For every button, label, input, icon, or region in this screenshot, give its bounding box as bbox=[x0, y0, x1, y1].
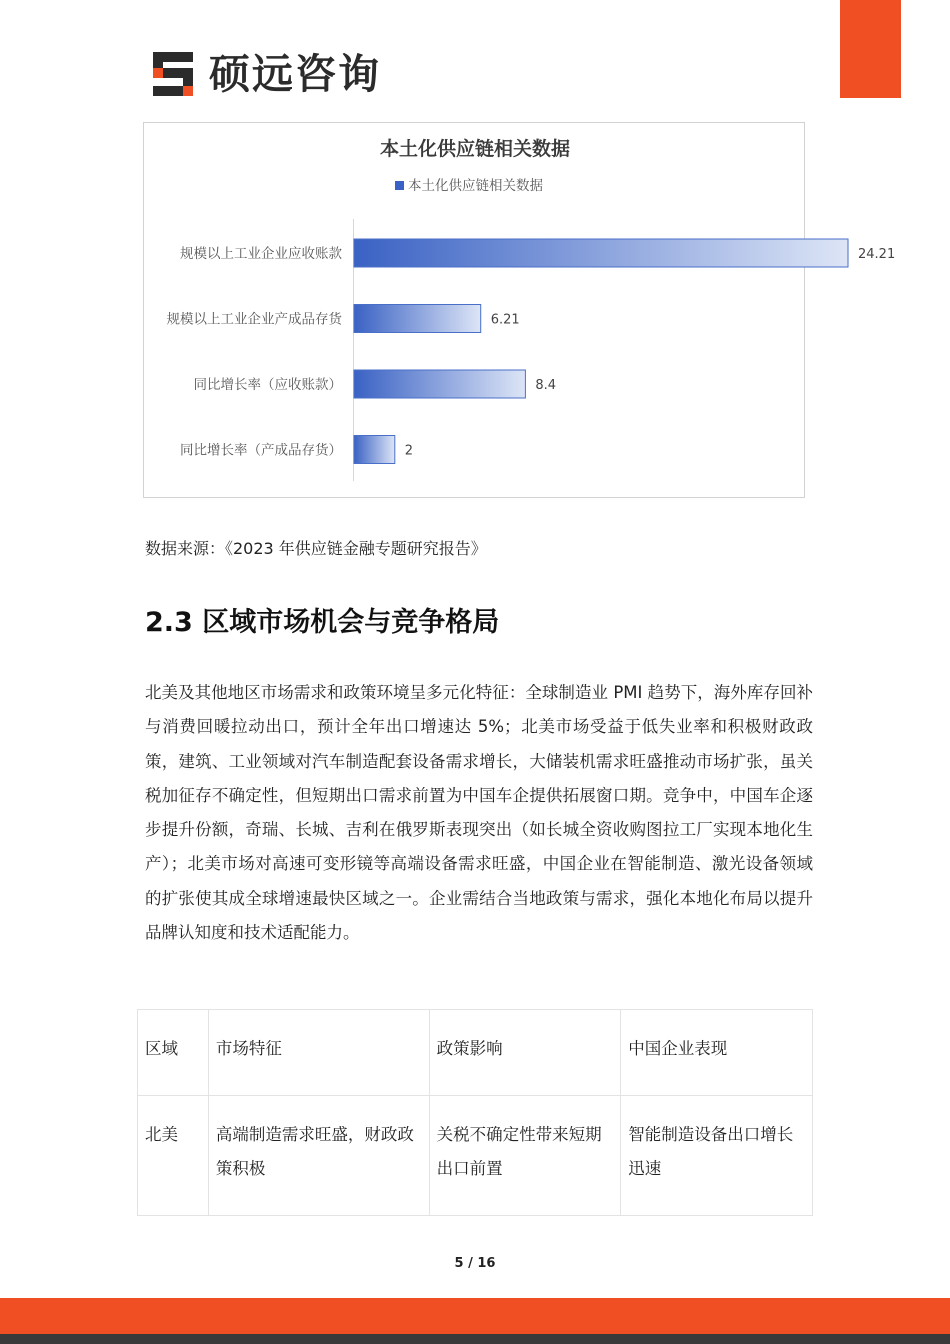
category-label: 同比增长率（产成品存货） bbox=[180, 442, 342, 459]
table-header-cell: 中国企业表现 bbox=[621, 1010, 813, 1096]
data-label: 6.21 bbox=[490, 312, 520, 328]
legend-swatch bbox=[395, 181, 404, 190]
brand-name: 硕远咨询 bbox=[209, 49, 381, 98]
data-label: 2 bbox=[404, 443, 414, 459]
data-label: 24.21 bbox=[858, 247, 896, 262]
bar-chart bbox=[143, 122, 896, 498]
chart-canvas bbox=[144, 123, 896, 499]
brand-logo bbox=[153, 49, 381, 98]
table-header-cell: 市场特征 bbox=[208, 1010, 429, 1096]
table-row bbox=[138, 1096, 813, 1216]
bar bbox=[354, 239, 848, 267]
legend-label: 本土化供应链相关数据 bbox=[408, 178, 543, 194]
table-header-row bbox=[138, 1010, 813, 1096]
data-label: 8.4 bbox=[535, 378, 557, 393]
category-label: 规模以上工业企业产成品存货 bbox=[166, 311, 342, 328]
table-header-cell: 政策影响 bbox=[429, 1010, 621, 1096]
category-label: 规模以上工业企业应收账款 bbox=[180, 246, 342, 262]
section-heading: 2.3 区域市场机会与竞争格局 bbox=[145, 607, 500, 638]
table-cell: 智能制造设备出口增长迅速 bbox=[621, 1096, 813, 1216]
table-cell: 关税不确定性带来短期出口前置 bbox=[429, 1096, 621, 1216]
s-shape-logo-icon bbox=[153, 52, 199, 96]
category-label: 同比增长率（应收账款） bbox=[193, 377, 342, 393]
bar bbox=[354, 436, 395, 464]
table-cell: 北美 bbox=[138, 1096, 209, 1216]
table-cell: 高端制造需求旺盛，财政政策积极 bbox=[208, 1096, 429, 1216]
table-header-cell: 区域 bbox=[138, 1010, 209, 1096]
footer-dark-bar bbox=[0, 1334, 950, 1344]
page-number: 5 / 16 bbox=[454, 1256, 496, 1271]
bar bbox=[354, 305, 481, 333]
data-source-note: 数据来源：《2023 年供应链金融专题研究报告》 bbox=[145, 539, 487, 558]
body-paragraph: 北美及其他地区市场需求和政策环境呈多元化特征：全球制造业 PMI 趋势下，海外库存回补与消费回暖拉动出口，预计全年出口增速达 5%；北美市场受益于低失业率和积极财政政策，建筑、工业领域对汽车制造配套设备需求增长，大储装机需求旺盛推动市场扩张，虽关税加征存不确定性，但短期出口需求前置为中国车企提供拓展窗口期。竞争中，中国车企逐步提升份额，奇瑞、长城、吉利在俄罗斯表现突出（如长城全资收购图拉工厂实现本地化生产）；北美市场对高速可变形镜等高端设备需求旺盛，中国企业在智能制造、激光设备领域的扩张使其成全球增速最快区域之一。企业需结合当地政策与需求，强化本地化布局以提升品牌认知度和技术适配能力。 bbox=[145, 683, 813, 943]
region-table bbox=[137, 1009, 813, 1216]
top-accent-bar bbox=[840, 0, 901, 98]
chart-title: 本土化供应链相关数据 bbox=[379, 138, 571, 160]
bar bbox=[354, 370, 525, 398]
footer-accent-bar bbox=[0, 1298, 950, 1334]
